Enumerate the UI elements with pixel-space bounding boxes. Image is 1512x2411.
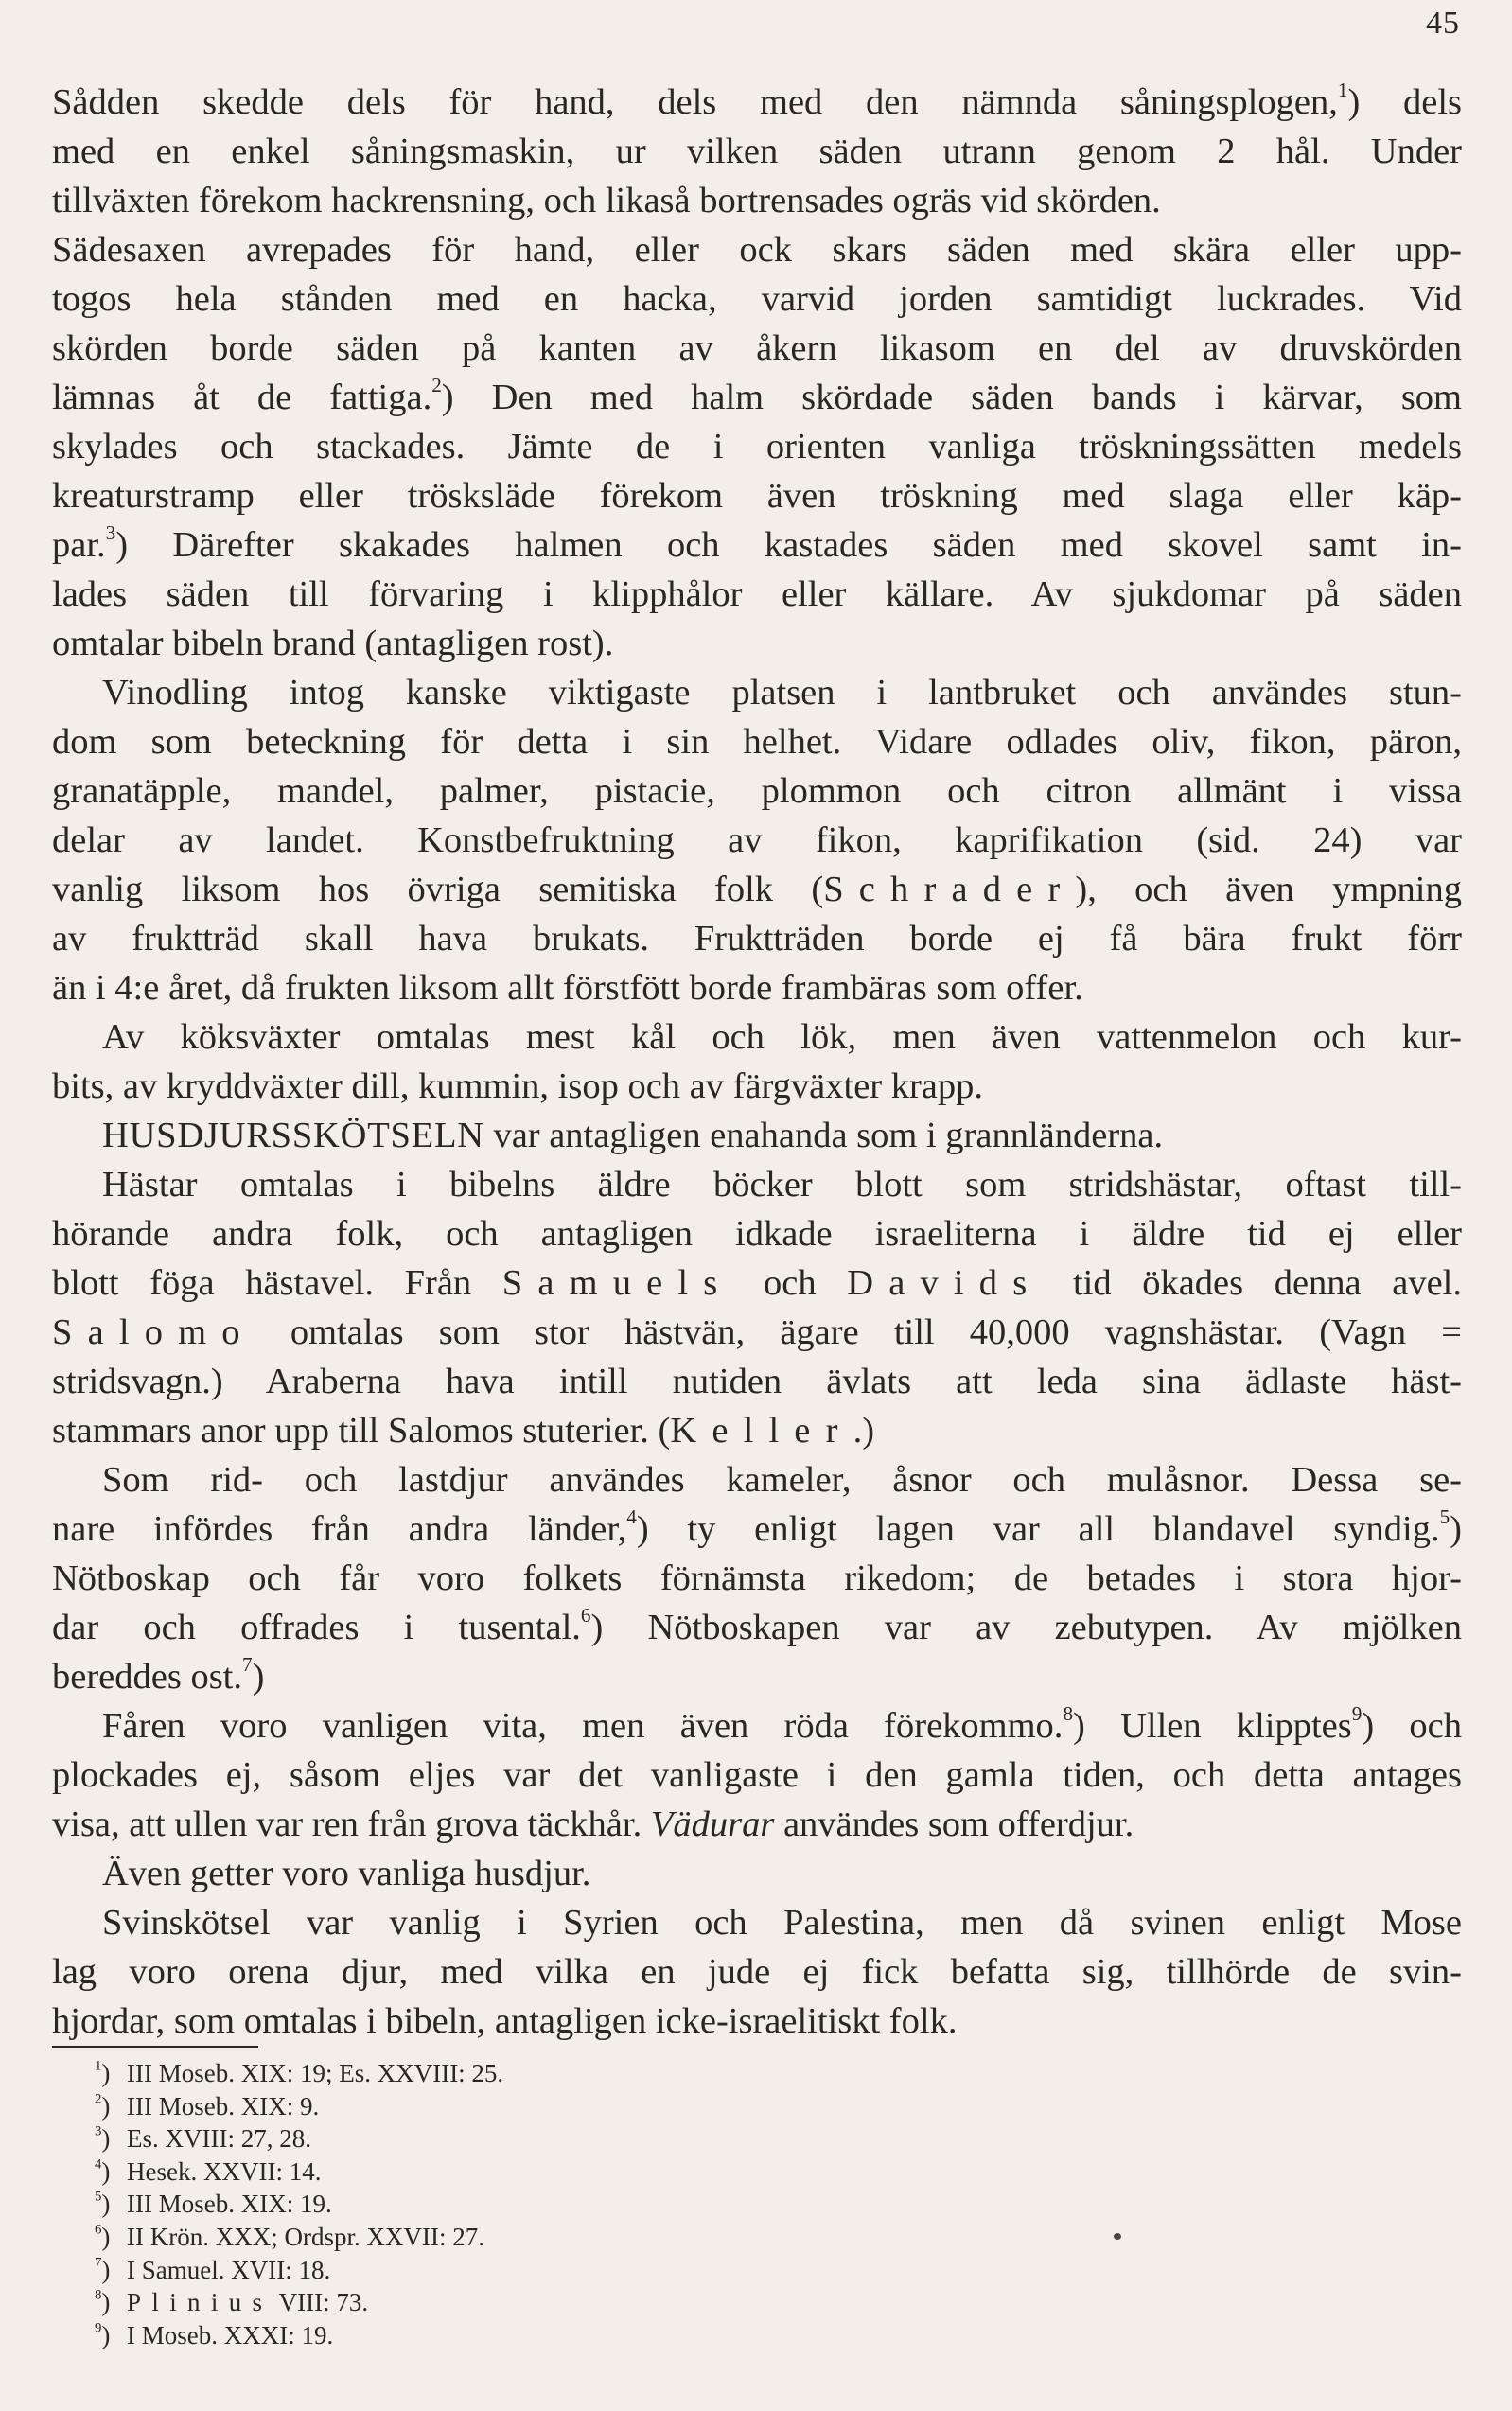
text-run: ) Nötboskapen var av zebutypen. Av mjölken — [590, 1608, 1462, 1647]
text-run: I Moseb. XXXI: 19. — [127, 2320, 334, 2349]
text-line — [52, 1849, 1462, 1898]
text-line — [52, 865, 1462, 914]
text-run: Fåren voro vanligen vita, men även röda förekommo. — [102, 1706, 1064, 1746]
text-line — [52, 1800, 1462, 1849]
footnote-number: 9 — [95, 2320, 102, 2336]
text-run: delar av landet. Konstbefruktning av fikon, kaprifikation (sid. 24) var — [52, 820, 1462, 860]
text-run: Svinskötsel var vanlig i Syrien och Palestina, men då svinen enligt Mose — [102, 1903, 1462, 1943]
footnotes — [95, 2057, 503, 2351]
footnote-ref: 3 — [105, 521, 116, 545]
text-line — [52, 1652, 1462, 1701]
text-run: Es. XVIII: 27, 28. — [127, 2124, 311, 2154]
text-run: ) och — [1362, 1706, 1462, 1746]
text-line — [52, 766, 1462, 816]
footnote-number: 7 — [95, 2254, 102, 2270]
footnote — [95, 2090, 503, 2123]
footnote-ref: 9 — [1351, 1702, 1363, 1726]
footnote-marker: $^7$) — [95, 2254, 111, 2284]
text-line — [52, 619, 1462, 668]
text-run: ) Ullen klipptes — [1073, 1706, 1352, 1746]
text-run: lades säden till förvaring i klipphålor eller källare. Av sjukdomar på säden — [52, 574, 1462, 614]
footnote-marker: $^2$) — [95, 2090, 111, 2121]
text-line — [52, 1111, 1462, 1160]
text-line — [52, 1898, 1462, 1947]
text-line — [52, 1947, 1462, 1997]
text-run: Hesek. XXVII: 14. — [127, 2156, 322, 2186]
text-run: tid ökades denna avel. — [1042, 1263, 1463, 1303]
text-run: ), och även ympning — [1075, 870, 1462, 909]
footnote — [95, 2156, 503, 2189]
text-run: omtalar bibeln brand (antagligen rost). — [52, 624, 614, 663]
footnote-number: 5 — [95, 2189, 102, 2205]
footnote-marker: $^9$) — [95, 2320, 111, 2349]
footnote — [95, 2057, 503, 2090]
text-run: par. — [52, 525, 106, 565]
footnote — [95, 2254, 503, 2287]
text-line — [52, 1554, 1462, 1603]
text-line — [52, 373, 1462, 422]
text-run: II Krön. XXX; Ordspr. XXVII: 27. — [127, 2222, 484, 2251]
text-run: III Moseb. XIX: 19; Es. XXVIII: 25. — [127, 2059, 504, 2087]
text-line — [52, 1160, 1462, 1209]
text-run: Sådden skedde dels för hand, dels med den nämnda såningsplogen, — [52, 82, 1338, 122]
footnote-ref: 4 — [626, 1505, 637, 1529]
section-heading: HUSDJURSSKÖTSELN — [102, 1116, 484, 1155]
text-line — [52, 668, 1462, 717]
footnote-ref: 5 — [1439, 1505, 1450, 1529]
text-run: VIII: 73. — [273, 2288, 369, 2317]
text-line — [52, 78, 1462, 127]
text-line — [52, 1209, 1462, 1258]
text-run: ) dels — [1347, 82, 1463, 122]
footnote-number: 4 — [95, 2156, 102, 2173]
text-run: III Moseb. XIX: 19. — [127, 2190, 332, 2219]
text-line — [52, 324, 1462, 373]
footnote-ref: 7 — [242, 1653, 253, 1677]
text-line — [52, 717, 1462, 766]
text-run: dom som beteckning för detta i sin helhet. Vidare odlades oliv, fikon, päron, — [52, 722, 1462, 762]
footnote-marker: $^8$) — [95, 2287, 111, 2317]
text-line — [52, 1258, 1462, 1308]
text-line — [52, 816, 1462, 865]
text-run: omtalas som stor hästvän, ägare till 40,000 vagnshästar. (Vagn = — [255, 1312, 1462, 1352]
spaced-name: Plinius — [127, 2288, 273, 2317]
footnote-number: 6 — [95, 2222, 102, 2238]
text-run: skörden borde säden på kanten av åkern likasom en del av druvskörden — [52, 328, 1462, 368]
text-run: tillväxten förekom hackrensning, och likaså bortrensades ogräs vid skörden. — [52, 181, 1161, 220]
text-run: ) ty enligt lagen var all blandavel syndig. — [636, 1509, 1440, 1549]
text-line — [52, 570, 1462, 619]
text-line — [52, 914, 1462, 963]
spaced-name: Samuels — [501, 1263, 733, 1303]
footnote-divider — [52, 2046, 258, 2048]
text-line — [52, 471, 1462, 520]
text-run: Av köksväxter omtalas mest kål och lök, men även vattenmelon och kur- — [102, 1017, 1462, 1057]
text-run: bereddes ost. — [52, 1657, 242, 1697]
text-run: av fruktträd skall hava brukats. Fruktträden borde ej få bära frukt förr — [52, 919, 1462, 959]
text-line — [52, 1751, 1462, 1800]
footnote-number: 3 — [95, 2123, 102, 2139]
text-run: stridsvagn.) Araberna hava intill nutiden ävlats att leda sina ädlaste häst- — [52, 1362, 1462, 1401]
text-run: nare infördes från andra länder, — [52, 1509, 627, 1549]
text-line — [52, 127, 1462, 176]
text-run: blott föga hästavel. Från — [52, 1263, 502, 1303]
text-run: ) Därefter skakades halmen och kastades säden med skovel samt in- — [115, 525, 1462, 565]
text-run: dar och offrades i tusental. — [52, 1608, 581, 1647]
text-line — [52, 274, 1462, 324]
text-run: skylades och stackades. Jämte de i orienten vanliga tröskningssätten medels — [52, 427, 1462, 466]
spaced-name: Salomo — [52, 1312, 255, 1352]
footnote-marker: $^5$) — [95, 2189, 111, 2219]
ink-spot — [1114, 2233, 1121, 2240]
footnote-ref: 8 — [1063, 1702, 1074, 1726]
text-run: Hästar omtalas i bibelns äldre böcker blott som stridshästar, oftast till- — [102, 1165, 1462, 1205]
text-run: och — [732, 1263, 848, 1303]
text-line — [52, 1357, 1462, 1406]
footnote-number: 2 — [95, 2090, 102, 2106]
text-line — [52, 1701, 1462, 1751]
body-text — [52, 78, 1462, 2046]
text-run: Sädesaxen avrepades för hand, eller ock skars säden med skära eller upp- — [52, 230, 1462, 270]
text-run: kreaturstramp eller trösksläde förekom även tröskning med slaga eller käp- — [52, 476, 1462, 516]
footnote — [95, 2286, 503, 2319]
text-line — [52, 1012, 1462, 1062]
italic-term: Vädurar — [650, 1804, 775, 1844]
spaced-name: Keller — [670, 1411, 853, 1451]
footnote — [95, 2221, 503, 2254]
text-line — [52, 1406, 1462, 1455]
text-run: var antagligen enahanda som i grannländerna. — [483, 1116, 1164, 1155]
footnote-marker: $^3$) — [95, 2123, 111, 2154]
text-line — [52, 1505, 1462, 1554]
text-run: hjordar, som omtalas i bibeln, antagligen icke-israelitiskt folk. — [52, 2001, 958, 2041]
text-run: vanlig liksom hos övriga semitiska folk ( — [52, 870, 824, 909]
text-run: I Samuel. XVII: 18. — [127, 2255, 331, 2284]
text-line — [52, 1308, 1462, 1357]
footnote-number: 1 — [95, 2058, 102, 2074]
text-line — [52, 1455, 1462, 1505]
text-run: visa, att ullen var ren från grova täckhår. — [52, 1804, 651, 1844]
text-run: lag voro orena djur, med vilka en jude ej fick befatta sig, tillhörde de svin- — [52, 1952, 1462, 1992]
footnote-marker: $^1$) — [95, 2058, 111, 2087]
text-run: granatäpple, mandel, palmer, pistacie, plommon och citron allmänt i vissa — [52, 771, 1462, 811]
text-run: plockades ej, såsom eljes var det vanligaste i den gamla tiden, och detta antages — [52, 1755, 1462, 1795]
text-line — [52, 1603, 1462, 1652]
footnote — [95, 2122, 503, 2156]
text-run: hörande andra folk, och antagligen idkade israeliterna i äldre tid ej eller — [52, 1214, 1462, 1254]
text-line — [52, 520, 1462, 570]
text-run: Vinodling intog kanske viktigaste platsen i lantbruket och användes stun- — [102, 673, 1462, 713]
spaced-name: Davids — [847, 1263, 1043, 1303]
text-run: ) — [252, 1657, 265, 1697]
text-run: III Moseb. XIX: 9. — [127, 2091, 320, 2121]
text-run: ) Den med halm skördade säden bands i kärvar, som — [441, 378, 1462, 417]
footnote-number: 8 — [95, 2287, 102, 2303]
text-run: användes som offerdjur. — [774, 1804, 1134, 1844]
text-run: .) — [853, 1411, 875, 1451]
text-run: stammars anor upp till Salomos stuterier. ( — [52, 1411, 671, 1451]
text-line — [52, 963, 1462, 1012]
text-line — [52, 1062, 1462, 1111]
footnote — [95, 2188, 503, 2221]
footnote-marker: $^6$) — [95, 2222, 111, 2251]
footnote-marker: $^4$) — [95, 2156, 111, 2186]
text-line — [52, 1997, 1462, 2046]
text-run: togos hela stånden med en hacka, varvid jorden samtidigt luckrades. Vid — [52, 279, 1462, 319]
text-run: Nötboskap och får voro folkets förnämsta rikedom; de betades i stora hjor- — [52, 1558, 1462, 1598]
footnote-ref: 6 — [580, 1604, 591, 1628]
text-run: lämnas åt de fattiga. — [52, 378, 432, 417]
text-line — [52, 422, 1462, 471]
footnote — [95, 2319, 503, 2352]
text-run: Som rid- och lastdjur användes kameler, åsnor och mulåsnor. Dessa se- — [102, 1460, 1462, 1500]
text-line — [52, 225, 1462, 274]
text-run: bits, av kryddväxter dill, kummin, isop och av färgväxter krapp. — [52, 1066, 984, 1106]
text-run: än i 4:e året, då frukten liksom allt förstfött borde frambäras som offer. — [52, 968, 1083, 1008]
text-line — [52, 176, 1462, 225]
footnote-ref: 1 — [1337, 79, 1348, 102]
text-run: ) — [1450, 1509, 1462, 1549]
footnote-ref: 2 — [431, 374, 442, 397]
text-run: Även getter voro vanliga husdjur. — [102, 1854, 591, 1893]
page-number: 45 — [1426, 6, 1460, 41]
spaced-name: Schrader — [823, 870, 1076, 909]
text-run: med en enkel såningsmaskin, ur vilken säden utrann genom 2 hål. Under — [52, 132, 1462, 171]
